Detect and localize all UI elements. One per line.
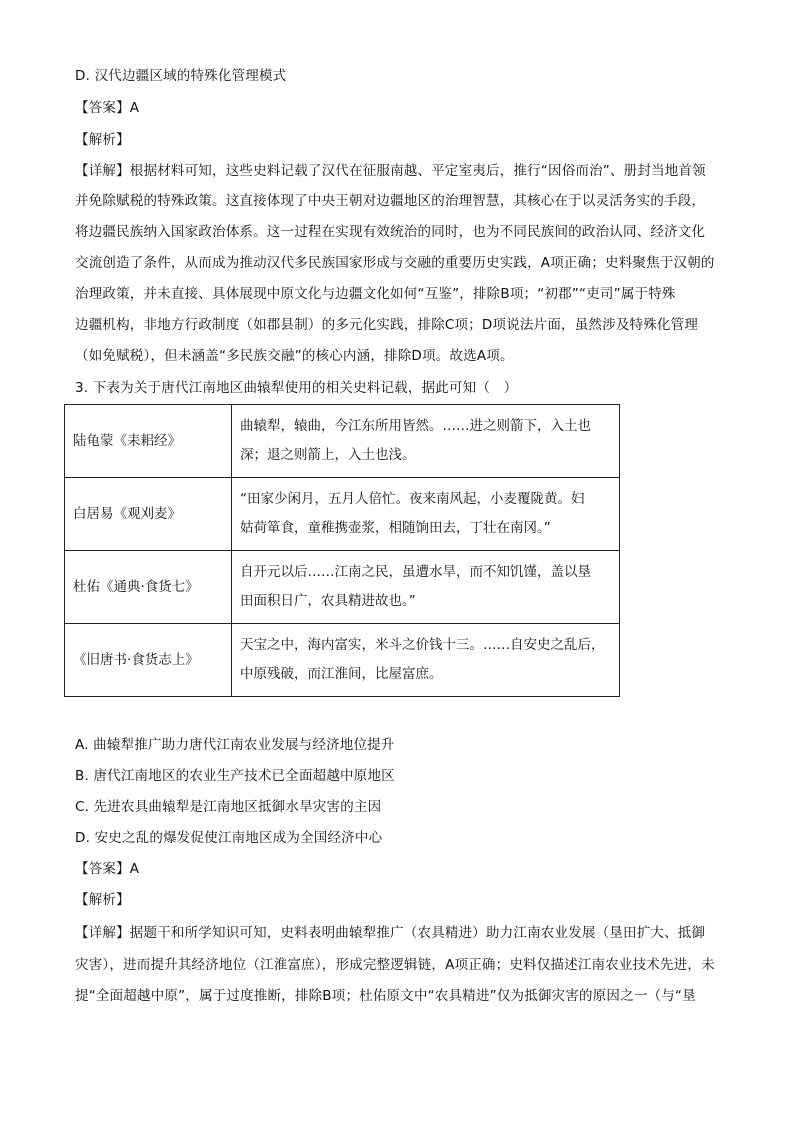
analysis-label: 【解析】 <box>75 892 130 908</box>
detail-line: 【详解】根据材料可知，这些史料记载了汉代在征服南越、平定室夷后，推行“因俗而治”、册封当地首领 <box>75 163 706 179</box>
answer-label: 【答案】A <box>75 100 140 116</box>
answer-label: 【答案】A <box>75 861 140 877</box>
table-row <box>65 551 620 624</box>
option-d: D. 安史之乱的爆发促使江南地区成为全国经济中心 <box>75 830 383 846</box>
detail-line: 提“全面超越中原”，属于过度推断，排除B项；杜佑原文中“农具精进”仅为抵御灾害的原因之一（与“垦 <box>75 988 696 1004</box>
detail-line: 治理政策，并未直接、具体展现中原文化与边疆文化如何“互鉴”，排除B项；“初郡”“吏司”属于特殊 <box>75 286 676 302</box>
source-cell: 《旧唐书·食货志上》 <box>65 624 232 697</box>
option-c: C. 先进农具曲辕犁是江南地区抵御水旱灾害的主因 <box>75 799 382 815</box>
quote-cell: 天宝之中，海内富实，米斗之价钱十三。……自安史之乱后， 中原残破，而江淮间，比屋富庶。 <box>232 624 620 697</box>
source-cell: 白居易《观刈麦》 <box>65 478 232 551</box>
quote-cell: “田家少闲月，五月人倍忙。夜来南风起，小麦覆陇黄。妇 姑荷箪食，童稚携壶浆，相随饷田去，丁壮在南冈。” <box>232 478 620 551</box>
option-d-prev: D. 汉代边疆区域的特殊化管理模式 <box>75 68 287 84</box>
table-row <box>65 405 620 478</box>
table-row <box>65 624 620 697</box>
source-table <box>64 404 620 697</box>
table-row <box>65 478 620 551</box>
question-3-stem: 3. 下表为关于唐代江南地区曲辕犁使用的相关史料记载，据此可知（ ） <box>75 380 518 396</box>
analysis-label: 【解析】 <box>75 132 130 148</box>
detail-line: 交流创造了条件，从而成为推动汉代多民族国家形成与交融的重要历史实践，A项正确；史料聚焦于汉朝的 <box>75 255 715 271</box>
quote-cell: 曲辕犁，辕曲，今江东所用皆然。……进之则箭下，入土也 深；退之则箭上，入土也浅。 <box>232 405 620 478</box>
source-cell: 杜佑《通典·食货七》 <box>65 551 232 624</box>
detail-line: 并免除赋税的特殊政策。这直接体现了中央王朝对边疆地区的治理智慧，其核心在于以灵活务实的手段， <box>75 193 706 209</box>
detail-line: 灾害），进而提升其经济地位（江淮富庶），形成完整逻辑链，A项正确；史料仅描述江南农业技术先进，未 <box>75 957 715 973</box>
source-cell: 陆龟蒙《耒耜经》 <box>65 405 232 478</box>
quote-cell: 自开元以后……江南之民，虽遭水旱，而不知饥馑，盖以垦 田面积日广，农具精进故也。” <box>232 551 620 624</box>
detail-line: 边疆机构，非地方行政制度（如郡县制）的多元化实践，排除C项；D项说法片面，虽然涉及特殊化管理 <box>75 317 699 333</box>
option-a: A. 曲辕犁推广助力唐代江南农业发展与经济地位提升 <box>75 737 395 753</box>
option-b: B. 唐代江南地区的农业生产技术已全面超越中原地区 <box>75 768 395 784</box>
detail-line: 【详解】据题干和所学知识可知，史料表明曲辕犁推广（农具精进）助力江南农业发展（垦田扩大、抵御 <box>75 925 706 941</box>
detail-line: 将边疆民族纳入国家政治体系。这一过程在实现有效统治的同时，也为不同民族间的政治认同、经济文化 <box>75 224 706 240</box>
detail-line: （如免赋税），但未涵盖“多民族交融”的核心内涵，排除D项。故选A项。 <box>75 348 514 364</box>
